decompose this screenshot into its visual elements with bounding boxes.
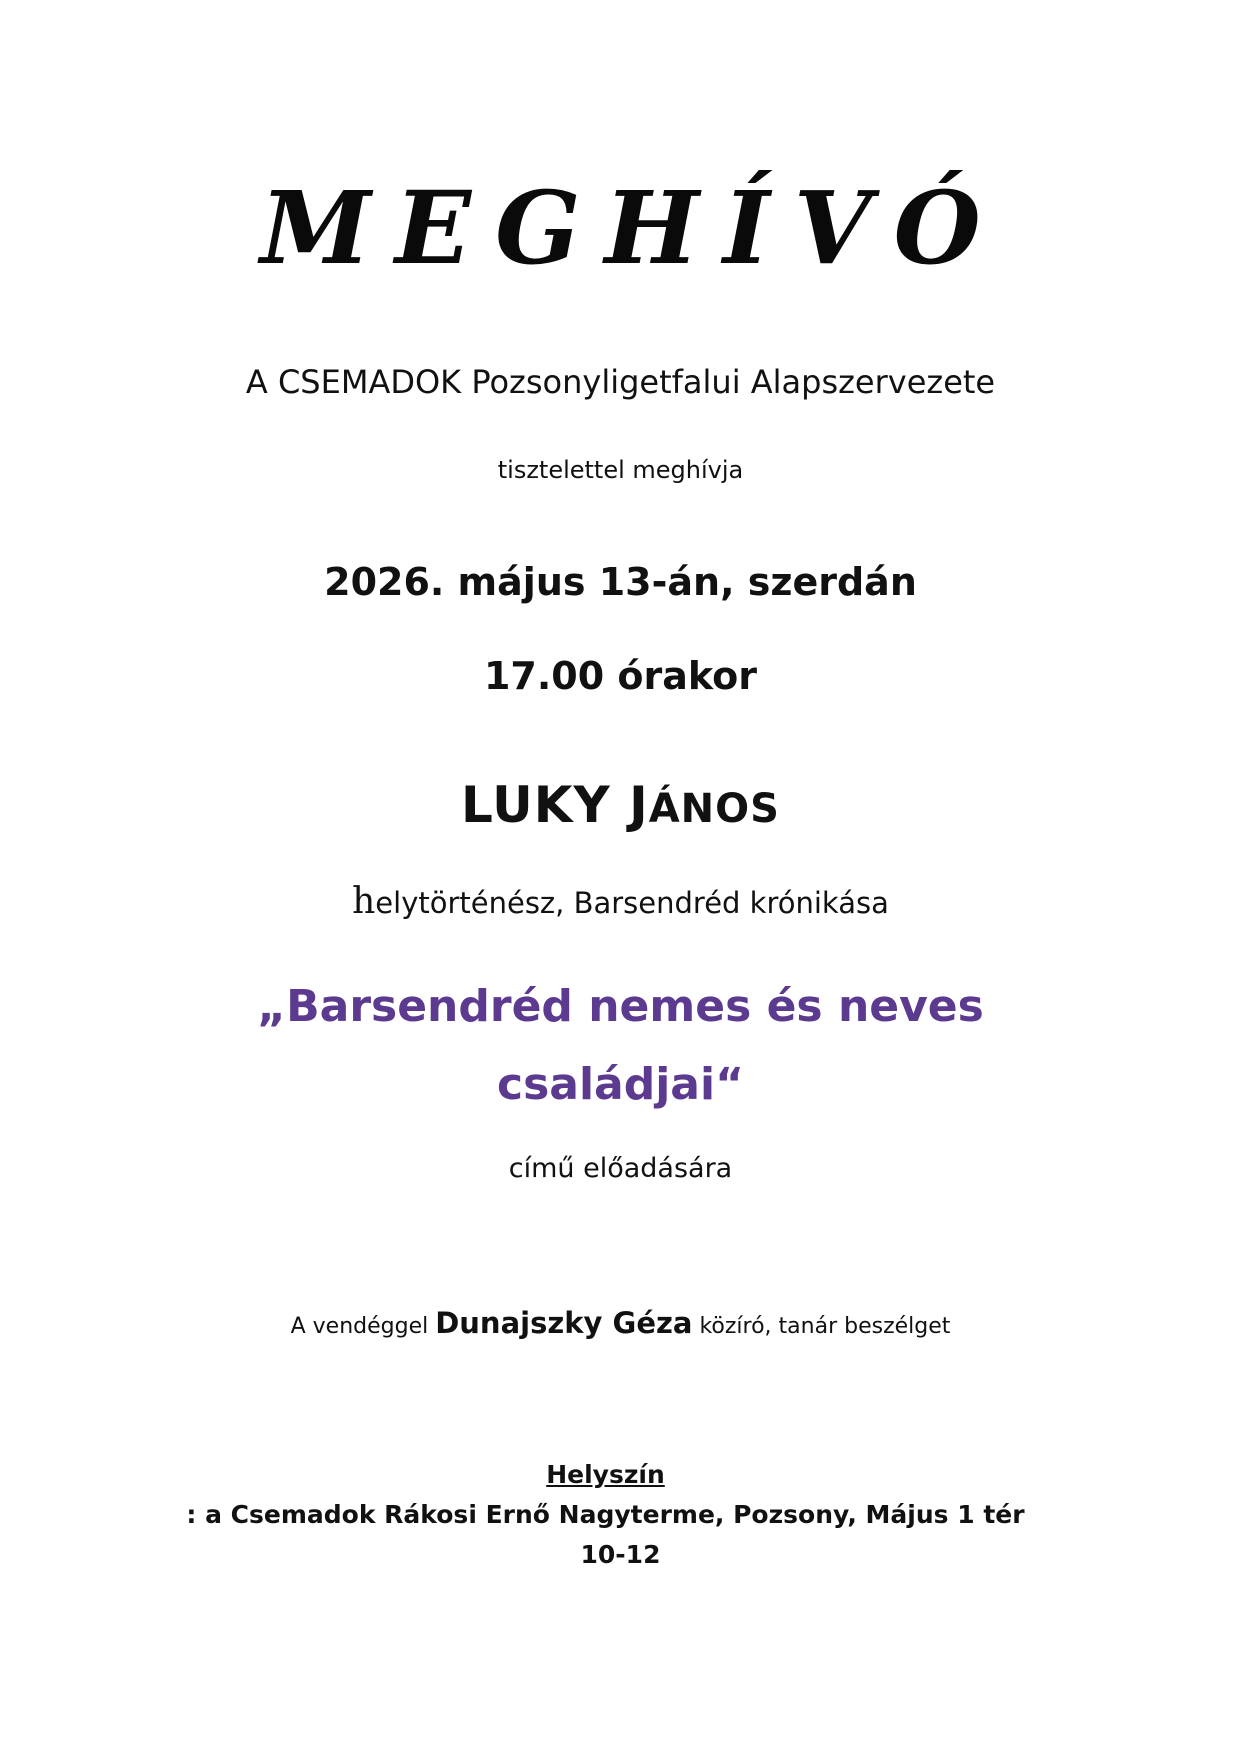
lecture-title-line-2: családjai“	[496, 1059, 744, 1110]
invite-text: tisztelettel meghívja	[497, 456, 744, 484]
speaker-role	[0, 883, 1241, 922]
invitation-title: MEGHÍVÓ	[260, 169, 1005, 287]
guest-name: Dunajszky Géza	[435, 1306, 693, 1340]
speaker-name-smallcaps: ÁNOS	[648, 786, 780, 832]
lecture-suffix: című előadására	[508, 1153, 733, 1184]
lecture-title-line-1: „Barsendréd nemes és neves	[257, 981, 984, 1032]
venue	[0, 1455, 1241, 1575]
guest-after: közíró, tanár beszélget	[699, 1314, 951, 1339]
venue-line-1	[0, 1455, 1241, 1535]
speaker-name	[0, 775, 1241, 839]
venue-address: : a Csemadok Rákosi Ernő Nagyterme, Pozsony, Május 1 tér	[186, 1500, 1025, 1529]
event-date: 2026. május 13-án, szerdán	[324, 560, 917, 604]
organizer: A CSEMADOK Pozsonyligetfalui Alapszervezete	[245, 363, 996, 401]
guest-line	[0, 1305, 1241, 1345]
speaker-name-main: LUKY J	[461, 776, 649, 834]
speaker-role-rest: elytörténész, Barsendréd krónikása	[375, 886, 889, 920]
event-time: 17.00 órakor	[483, 654, 757, 698]
guest-before: A vendéggel	[290, 1314, 429, 1339]
venue-line-2: 10-12	[580, 1540, 661, 1569]
speaker-role-initial: h	[352, 881, 376, 922]
venue-label: Helyszín	[546, 1460, 665, 1489]
lecture-title	[0, 968, 1241, 1124]
